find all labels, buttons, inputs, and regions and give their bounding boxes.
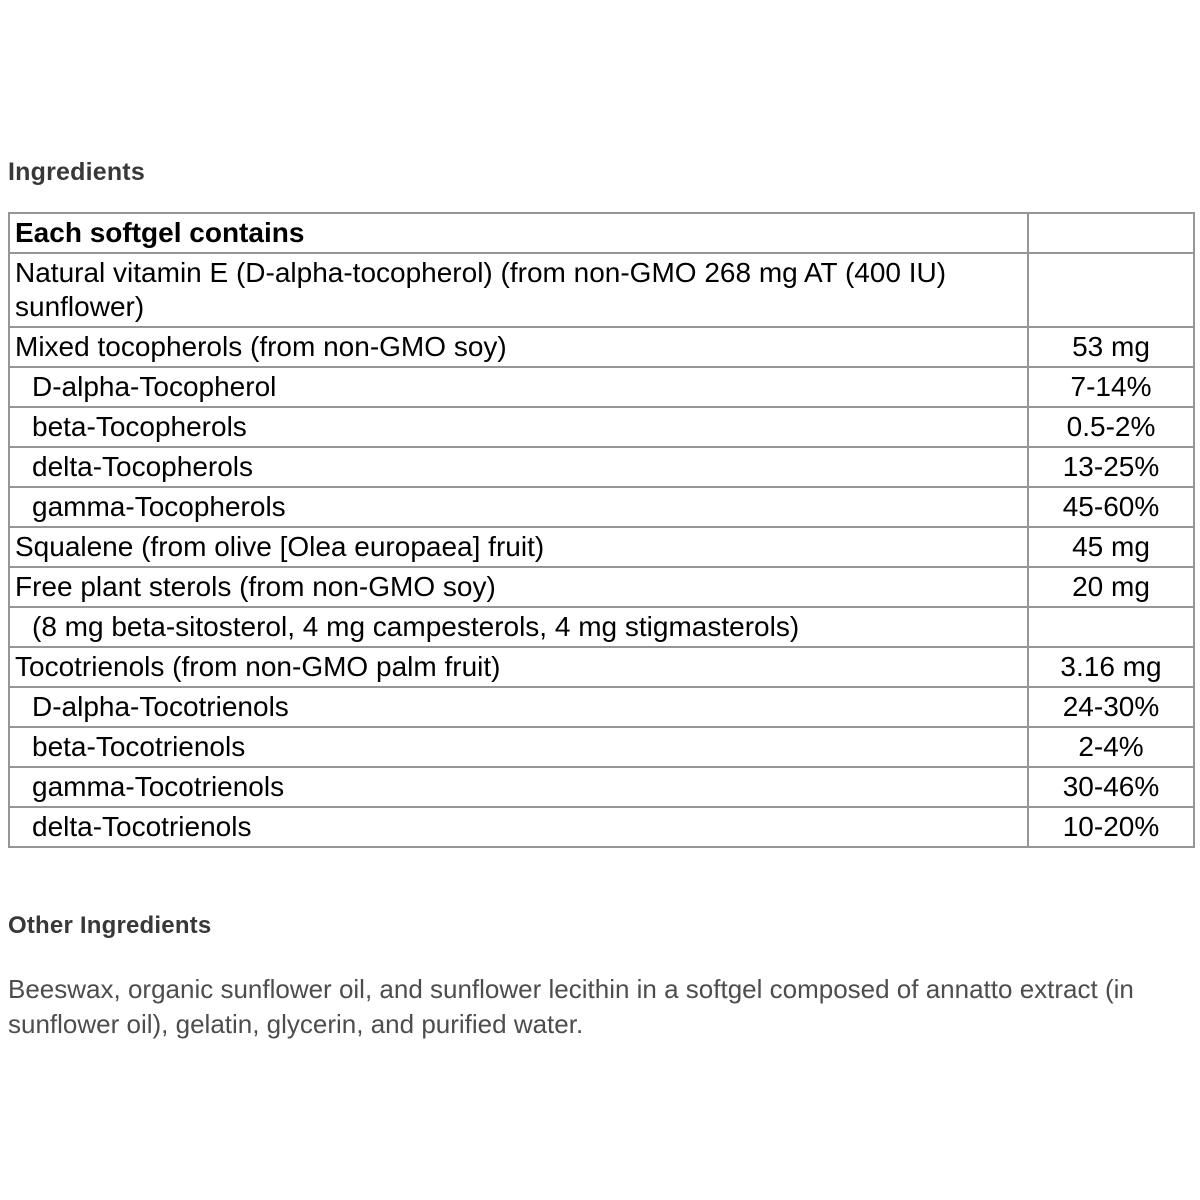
ingredient-value: 30-46% xyxy=(1028,767,1194,807)
table-row xyxy=(9,253,1194,327)
ingredient-label: D-alpha-Tocopherol xyxy=(9,367,1028,407)
table-row xyxy=(9,807,1194,847)
table-row xyxy=(9,327,1194,367)
ingredient-label: gamma-Tocopherols xyxy=(9,487,1028,527)
ingredient-value: 10-20% xyxy=(1028,807,1194,847)
table-row xyxy=(9,687,1194,727)
ingredient-label: gamma-Tocotrienols xyxy=(9,767,1028,807)
ingredient-value: 45-60% xyxy=(1028,487,1194,527)
ingredients-table xyxy=(8,212,1195,848)
ingredient-value: 13-25% xyxy=(1028,447,1194,487)
ingredient-value: 2-4% xyxy=(1028,727,1194,767)
ingredient-value: 20 mg xyxy=(1028,567,1194,607)
ingredient-value: 53 mg xyxy=(1028,327,1194,367)
table-row xyxy=(9,607,1194,647)
ingredient-label: Natural vitamin E (D-alpha-tocopherol) (from non-GMO 268 mg AT (400 IU) sunflower) xyxy=(9,253,1028,327)
ingredient-value: 3.16 mg xyxy=(1028,647,1194,687)
ingredient-label: Mixed tocopherols (from non-GMO soy) xyxy=(9,327,1028,367)
ingredient-label: delta-Tocopherols xyxy=(9,447,1028,487)
other-ingredients-text: Beeswax, organic sunflower oil, and sunflower lecithin in a softgel composed of annatto extract (in sunflower oil), gelatin, glycerin, and purified water. xyxy=(8,974,1134,1039)
ingredient-value: 7-14% xyxy=(1028,367,1194,407)
table-row xyxy=(9,727,1194,767)
ingredient-label: delta-Tocotrienols xyxy=(9,807,1028,847)
table-header-value xyxy=(1028,213,1194,253)
ingredients-heading: Ingredients xyxy=(8,158,145,186)
table-header-row xyxy=(9,213,1194,253)
ingredient-value xyxy=(1028,253,1194,327)
ingredient-value xyxy=(1028,607,1194,647)
table-row xyxy=(9,487,1194,527)
ingredient-label: beta-Tocotrienols xyxy=(9,727,1028,767)
ingredient-label: D-alpha-Tocotrienols xyxy=(9,687,1028,727)
ingredient-label: beta-Tocopherols xyxy=(9,407,1028,447)
table-row xyxy=(9,767,1194,807)
ingredient-value: 45 mg xyxy=(1028,527,1194,567)
ingredient-label: Squalene (from olive [Olea europaea] fruit) xyxy=(9,527,1028,567)
other-ingredients-heading: Other Ingredients xyxy=(8,912,212,939)
ingredient-label: (8 mg beta-sitosterol, 4 mg campesterols, 4 mg stigmasterols) xyxy=(9,607,1028,647)
ingredient-value: 0.5-2% xyxy=(1028,407,1194,447)
table-row xyxy=(9,647,1194,687)
ingredient-value: 24-30% xyxy=(1028,687,1194,727)
table-row xyxy=(9,447,1194,487)
table-row xyxy=(9,567,1194,607)
table-header-label: Each softgel contains xyxy=(9,213,1028,253)
table-row xyxy=(9,367,1194,407)
ingredient-label: Tocotrienols (from non-GMO palm fruit) xyxy=(9,647,1028,687)
ingredient-label: Free plant sterols (from non-GMO soy) xyxy=(9,567,1028,607)
table-row xyxy=(9,527,1194,567)
table-row xyxy=(9,407,1194,447)
